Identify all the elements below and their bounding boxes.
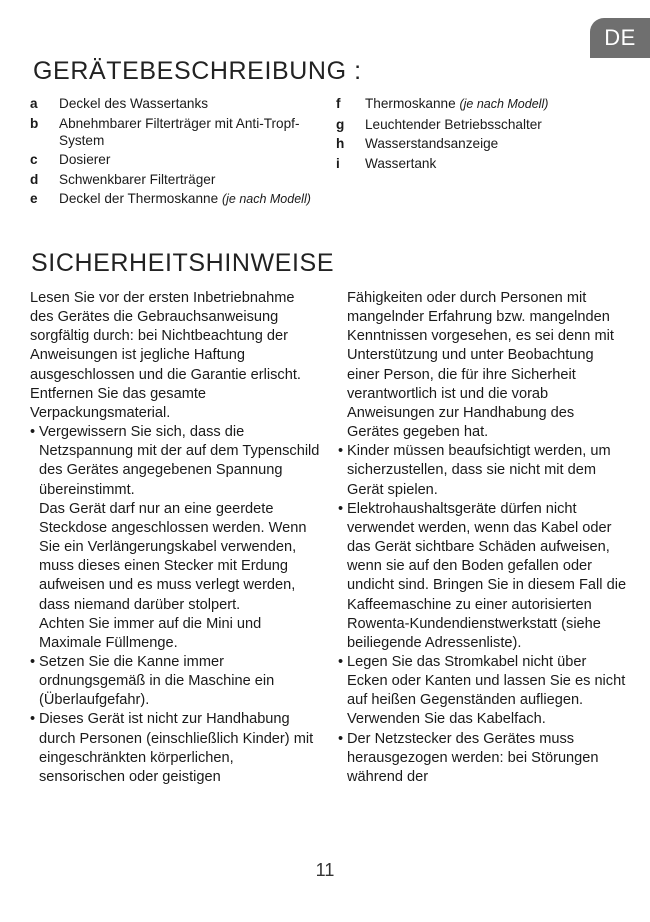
bullet-item (338, 500, 630, 653)
bullet-icon: • (30, 424, 36, 441)
part-text (365, 95, 626, 113)
part-text-main: Deckel der Thermoskanne (59, 191, 222, 207)
safety-column-left (30, 289, 320, 787)
part-text: Schwenkbarer Filterträger (59, 171, 216, 187)
intro-paragraph: Lesen Sie vor der ersten Inbetriebnahme des Gerätes die Gebrauchsanweisung sorgfältig durch: bei Nichtbeachtung der Anweisungen ist jegliche Haftung ausgeschlossen und die Garantie erlischt. (30, 290, 301, 383)
parts-list-left (30, 95, 320, 211)
part-text: Abnehmbarer Filterträger mit Anti-Tropf-System (59, 115, 300, 148)
part-text-main: Thermoskanne (365, 96, 460, 111)
part-letter: e (30, 191, 38, 207)
part-letter: f (336, 96, 341, 111)
bullet-icon: • (30, 653, 36, 670)
bullet-item (338, 442, 630, 499)
continued-text: Fähigkeiten oder durch Personen mit mangelnder Erfahrung bzw. mangelnden Kenntnissen vorgesehen, es sei denn mit Unterstützung und unter Beobachtung einer Person, die für ihre Sicherheit verantwortlich ist und die vorab Anweisungen zur Handhabung des Gerätes gegeben hat. (347, 290, 614, 441)
bullet-item (30, 423, 320, 653)
part-letter: d (30, 171, 39, 187)
part-item (336, 155, 626, 172)
bullet-icon: • (338, 653, 344, 670)
bullet-item (338, 730, 630, 787)
bullet-text: Legen Sie das Stromkabel nicht über Ecken oder Kanten und lassen Sie es nicht auf heißen Gegenständen aufliegen. Verwenden Sie das Kabelfach. (347, 653, 626, 728)
bullet-text: Vergewissern Sie sich, dass die Netzspannung mit der auf dem Typenschild des Gerätes angegebenen Spannung übereinstimmt. (39, 424, 320, 498)
bullet-icon: • (30, 711, 36, 728)
part-letter: i (336, 155, 340, 171)
part-item (30, 171, 320, 188)
bullet-icon: • (338, 730, 344, 747)
language-tab: DE (590, 18, 650, 58)
part-text: Wassertank (365, 155, 437, 171)
bullet-text: Dieses Gerät ist nicht zur Handhabung durch Personen (einschließlich Kinder) mit eingeschränkten körperlichen, sensorischen oder geistigen (39, 711, 314, 785)
bullet-text: Elektrohaushaltsgeräte dürfen nicht verwendet werden, wenn das Kabel oder das Gerät sichtbare Schäden aufweisen, wenn sie auf den Boden gefallen oder undicht sind. Bringen Sie in diesem Fall die Kaffeemaschine zu einer autorisierten Rowenta-Kundendienstwerkstatt (siehe beiliegende Adressenliste). (347, 500, 627, 651)
safety-column-right (338, 289, 630, 787)
part-text: Dosierer (59, 152, 111, 168)
part-letter: h (336, 136, 345, 152)
part-letter: b (30, 115, 39, 131)
part-note: (je nach Modell) (459, 97, 549, 111)
part-letter: a (30, 96, 38, 111)
part-item (336, 116, 626, 133)
bullet-text: Achten Sie immer auf die Mini und Maximale Füllmenge. (39, 615, 262, 651)
bullet-text: Das Gerät darf nur an eine geerdete Steckdose angeschlossen werden. Wenn Sie ein Verlängerungskabel verwenden, muss dieses einen Stecker mit Erdung aufweisen und es muss verlegt werden, dass niemand darüber stolpert. (39, 500, 307, 613)
part-item (30, 190, 320, 208)
bullet-text: Setzen Sie die Kanne immer ordnungsgemäß in die Maschine ein (Überlaufgefahr). (39, 653, 275, 709)
part-text (59, 190, 320, 208)
page-number: 11 (315, 860, 335, 880)
bullet-text: Der Netzstecker des Gerätes muss herausgezogen werden: bei Störungen während der (347, 730, 599, 785)
part-note: (je nach Modell) (221, 192, 311, 207)
bullet-item (338, 653, 630, 730)
description-heading: GERÄTEBESCHREIBUNG : (33, 57, 362, 85)
part-item (336, 95, 626, 113)
part-letter: c (30, 152, 38, 168)
part-text: Deckel des Wassertanks (59, 96, 209, 111)
bullet-item (30, 653, 320, 710)
part-item (30, 95, 320, 112)
safety-heading: SICHERHEITSHINWEISE (31, 249, 335, 277)
bullet-icon: • (338, 500, 344, 517)
bullet-item (30, 710, 320, 787)
bullet-text: Kinder müssen beaufsichtigt werden, um sicherzustellen, dass sie nicht mit dem Gerät spielen. (347, 443, 611, 498)
intro-paragraph: Entfernen Sie das gesamte Verpackungsmaterial. (30, 385, 207, 421)
part-item (336, 135, 626, 152)
bullet-icon: • (338, 443, 344, 460)
part-text: Wasserstandsanzeige (365, 136, 499, 152)
parts-list-right (336, 95, 626, 174)
part-text: Leuchtender Betriebsschalter (365, 116, 542, 132)
part-item (30, 115, 320, 149)
part-letter: g (336, 116, 345, 132)
part-item (30, 151, 320, 168)
